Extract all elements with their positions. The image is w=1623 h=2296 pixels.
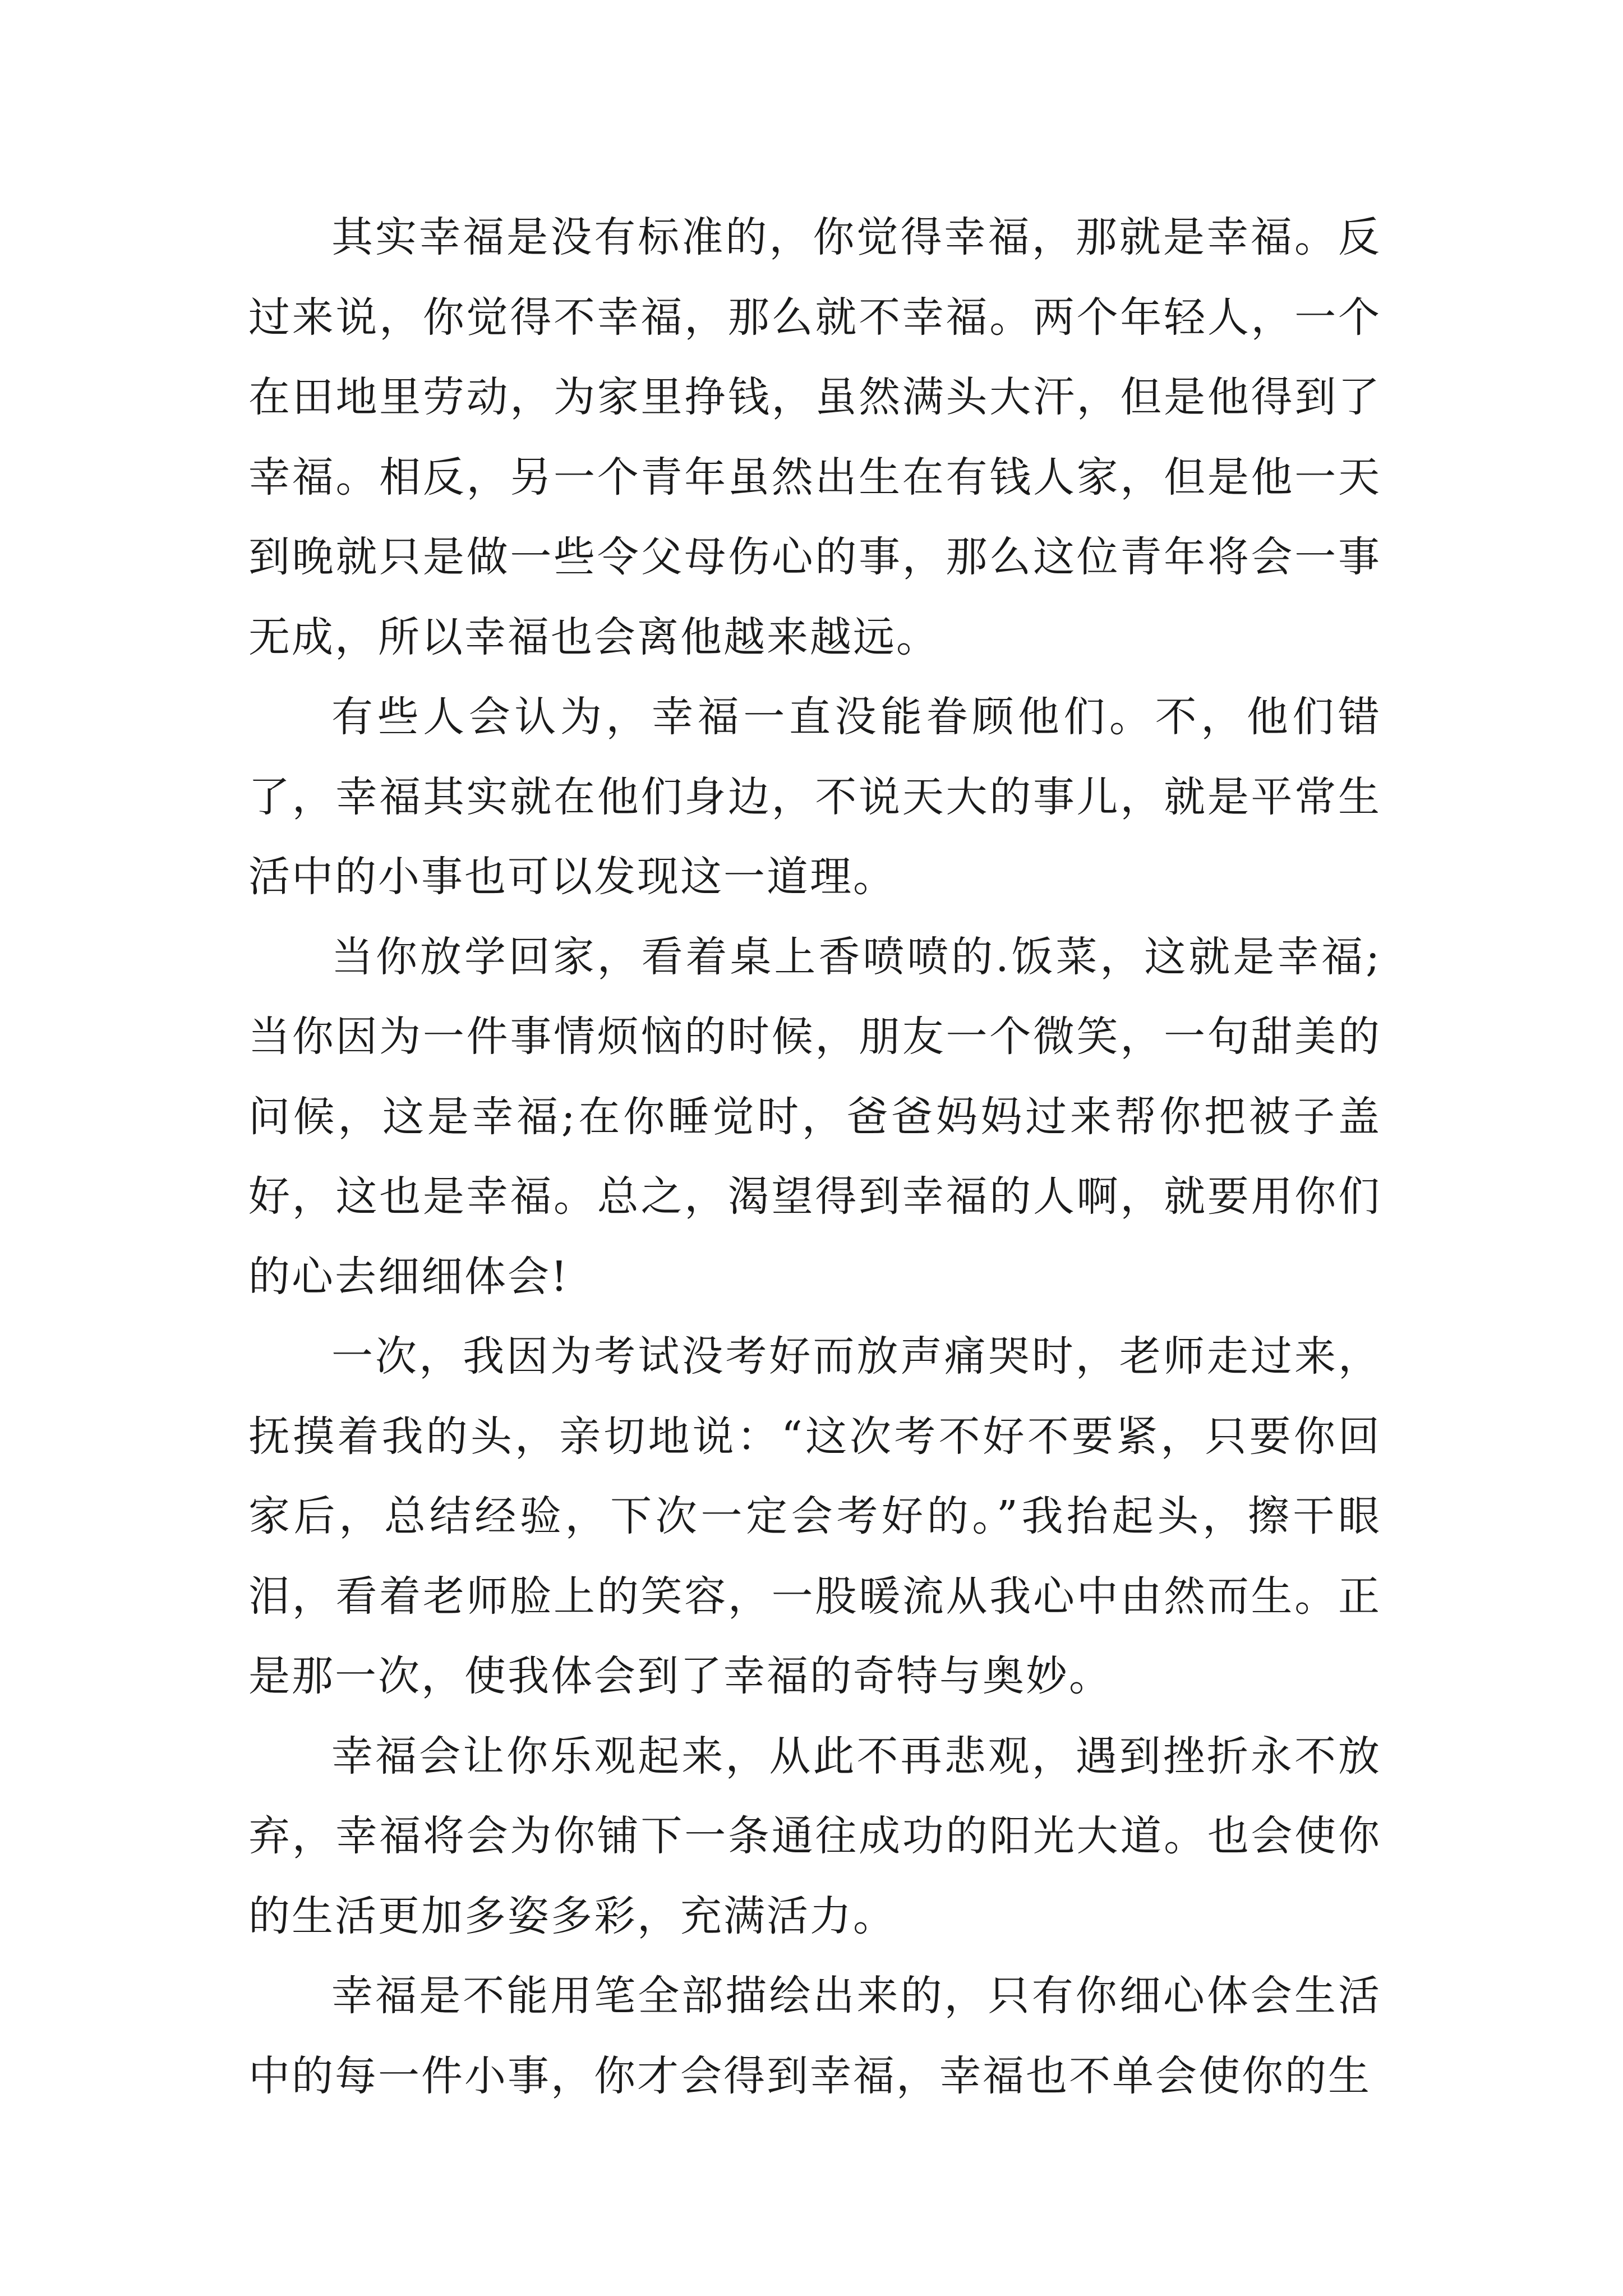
paragraph-2: 有些人会认为，幸福一直没能眷顾他们。不，他们错了，幸福其实就在他们身边，不说天大的事儿，就是平常生活中的小事也可以发现这一道理。 — [248, 693, 1381, 901]
paragraph-1: 其实幸福是没有标准的，你觉得幸福，那就是幸福。反过来说，你觉得不幸福，那么就不幸福。两个年轻人，一个在田地里劳动，为家里挣钱，虽然满头大汗，但是他得到了幸福。相反，另一个青年虽然出生在有钱人家，但是他一天到晚就只是做一些令父母伤心的事，那么这位青年将会一事无成，所以幸福也会离他越来越远。 — [248, 213, 1381, 661]
document-body — [248, 197, 1381, 2116]
paragraph-5: 幸福会让你乐观起来，从此不再悲观，遇到挫折永不放弃，幸福将会为你铺下一条通往成功的阳光大道。也会使你的生活更加多姿多彩，充满活力。 — [248, 1732, 1381, 1940]
paragraph-6: 幸福是不能用笔全部描绘出来的，只有你细心体会生活中的每一件小事，你才会得到幸福，幸福也不单会使你的生 — [248, 1972, 1381, 2100]
paragraph-3: 当你放学回家，看着桌上香喷喷的.饭菜，这就是幸福;当你因为一件事情烦恼的时候，朋友一个微笑，一句甜美的问候，这是幸福;在你睡觉时，爸爸妈妈过来帮你把被子盖好，这也是幸福。总之，渴望得到幸福的人啊，就要用你们的心去细细体会! — [248, 932, 1381, 1301]
paragraph-4: 一次，我因为考试没考好而放声痛哭时，老师走过来，抚摸着我的头，亲切地说：“这次考不好不要紧，只要你回家后，总结经验，下次一定会考好的。”我抬起头，擦干眼泪，看着老师脸上的笑容，一股暖流从我心中由然而生。正是那一次，使我体会到了幸福的奇特与奥妙。 — [248, 1332, 1381, 1700]
